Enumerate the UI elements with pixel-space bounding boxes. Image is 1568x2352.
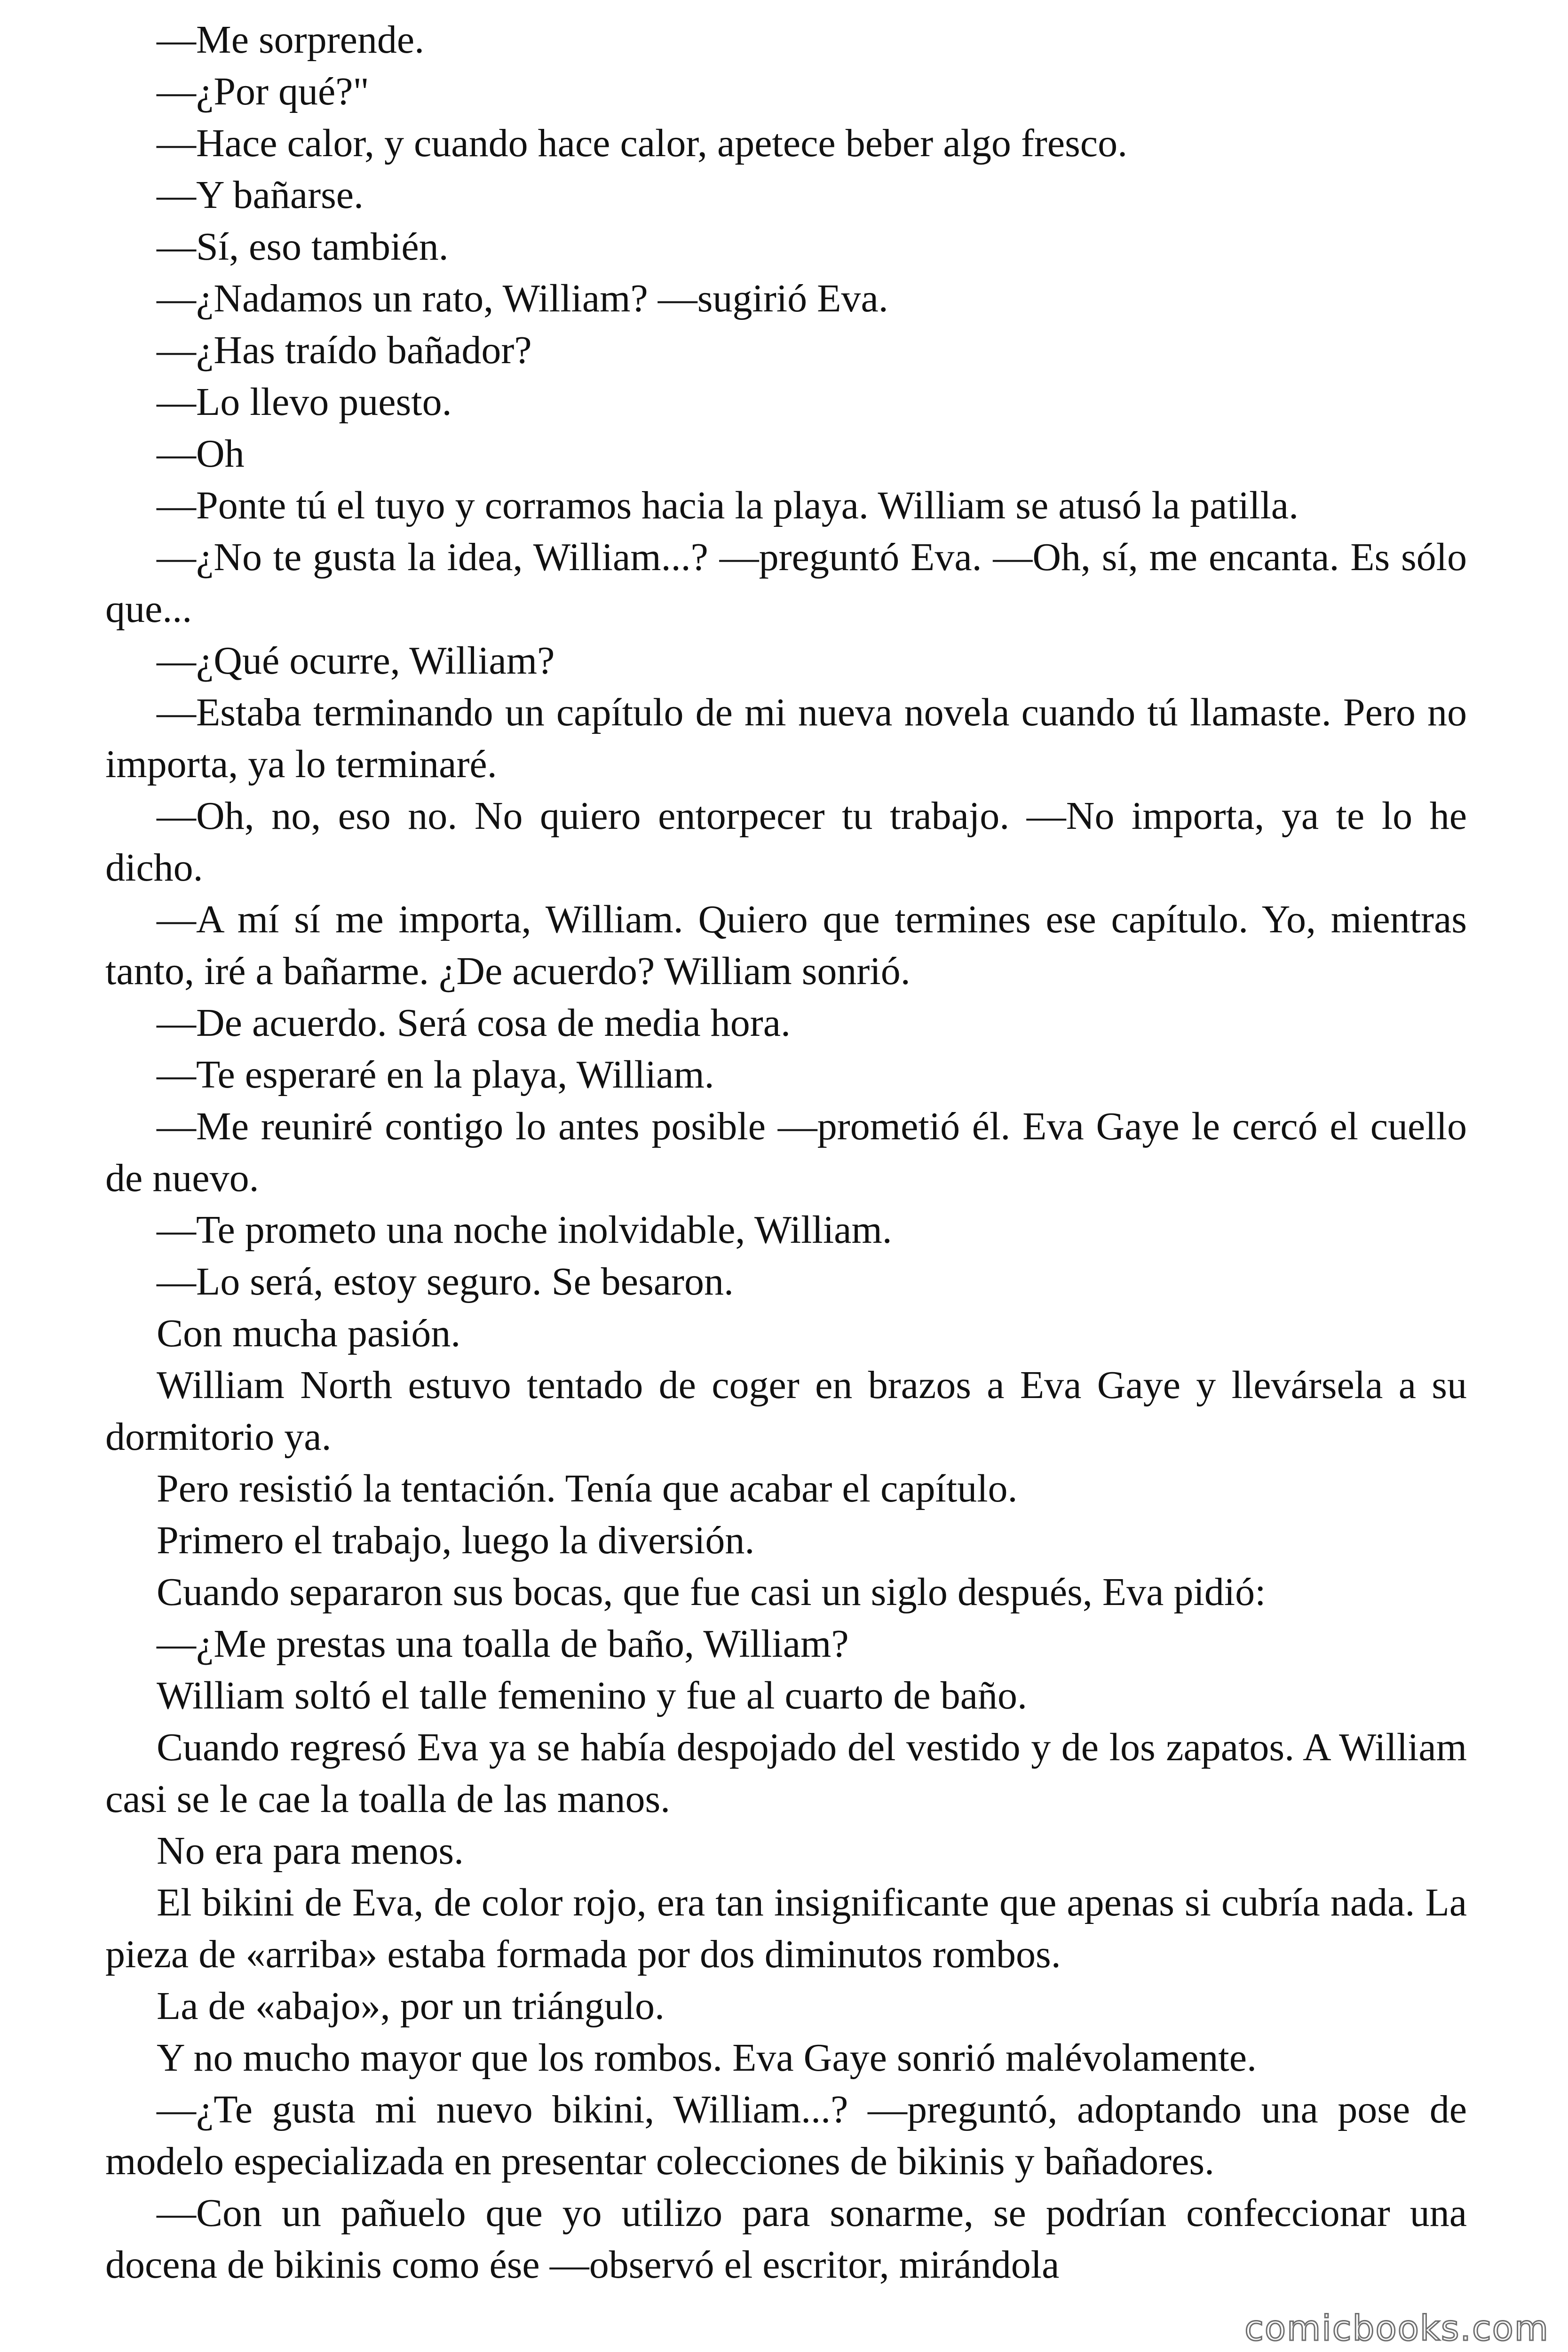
paragraph: William North estuvo tentado de coger en brazos a Eva Gaye y llevársela a su dormitorio ya. [105,1363,1467,1459]
paragraph: —Oh [157,432,245,476]
paragraph: —Hace calor, y cuando hace calor, apetece beber algo fresco. [157,121,1128,165]
book-page-text [105,14,1467,2291]
paragraph: —Con un pañuelo que yo utilizo para sonarme, se podrían confeccionar una docena de bikinis como ése —observó el escritor, mirándola [105,2191,1467,2287]
paragraph: —¿Por qué?" [157,70,369,113]
paragraph: William soltó el talle femenino y fue al cuarto de baño. [157,1674,1027,1717]
paragraph: —¿No te gusta la idea, William...? —preguntó Eva. —Oh, sí, me encanta. Es sólo que... [105,535,1467,631]
paragraph: —Lo será, estoy seguro. Se besaron. [157,1260,734,1303]
paragraph: —¿Nadamos un rato, William? —sugirió Eva. [157,277,888,320]
paragraph: —¿Has traído bañador? [157,328,532,372]
paragraph: El bikini de Eva, de color rojo, era tan insignificante que apenas si cubría nada. La pieza de «arriba» estaba formada por dos diminutos rombos. [105,1881,1467,1976]
paragraph: —Ponte tú el tuyo y corramos hacia la playa. William se atusó la patilla. [157,484,1299,527]
paragraph: —De acuerdo. Será cosa de media hora. [157,1001,791,1045]
paragraph: —Estaba terminando un capítulo de mi nueva novela cuando tú llamaste. Pero no importa, ya lo terminaré. [105,691,1467,786]
paragraph: Con mucha pasión. [157,1311,461,1355]
paragraph: No era para menos. [157,1829,464,1873]
paragraph: —¿Qué ocurre, William? [157,639,555,683]
paragraph: —Te esperaré en la playa, William. [157,1053,714,1097]
paragraph: Y no mucho mayor que los rombos. Eva Gaye sonrió malévolamente. [157,2036,1257,2080]
paragraph: Cuando separaron sus bocas, que fue casi un siglo después, Eva pidió: [157,1570,1266,1614]
paragraph: —¿Te gusta mi nuevo bikini, William...? —preguntó, adoptando una pose de modelo especializada en presentar colecciones de bikinis y bañadores. [105,2088,1467,2183]
paragraph: —Oh, no, eso no. No quiero entorpecer tu trabajo. —No importa, ya te lo he dicho. [105,794,1467,890]
paragraph: —Me sorprende. [157,18,425,62]
paragraph: —A mí sí me importa, William. Quiero que termines ese capítulo. Yo, mientras tanto, iré a bañarme. ¿De acuerdo? William sonrió. [105,898,1467,993]
paragraph: —Sí, eso también. [157,225,449,269]
paragraph: —Te prometo una noche inolvidable, William. [157,1208,892,1252]
paragraph: —¿Me prestas una toalla de baño, William? [157,1622,849,1666]
paragraph: —Me reuniré contigo lo antes posible —prometió él. Eva Gaye le cercó el cuello de nuevo. [105,1104,1467,1200]
watermark-logo: comicbooks.com [1244,2308,1549,2349]
paragraph: Pero resistió la tentación. Tenía que acabar el capítulo. [157,1467,1018,1510]
paragraph: Cuando regresó Eva ya se había despojado del vestido y de los zapatos. A William casi se le cae la toalla de las manos. [105,1725,1467,1821]
paragraph: —Y bañarse. [157,173,364,217]
paragraph: —Lo llevo puesto. [157,380,452,424]
paragraph: Primero el trabajo, luego la diversión. [157,1518,755,1562]
paragraph: La de «abajo», por un triángulo. [157,1984,665,2028]
